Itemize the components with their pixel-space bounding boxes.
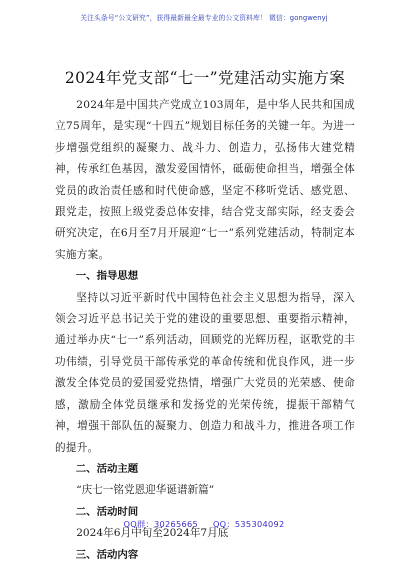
section-heading-guiding-thought: 一、指导思想	[75, 270, 139, 283]
section-heading-theme: 二、活动主题	[75, 462, 139, 475]
document-body	[55, 66, 355, 566]
document-title: 2024年党支部“七一”党建活动实施方案	[64, 69, 346, 87]
footer-contacts	[0, 519, 408, 530]
qq-text: QQ：535304092	[212, 519, 285, 529]
activity-theme-text: “庆七一铭党恩迎华诞谱新篇”	[76, 484, 215, 497]
section-heading-content: 三、活动内容	[75, 548, 139, 561]
intro-paragraph: 2024年是中国共产党成立103周年，是中华人民共和国成立75周年，是实现“十四五”规划目标任务的关键一年。为进一步增强党组织的凝聚力、战斗力、创造力，弘扬伟大建党精神，传承红色基因，激发爱国情怀，砥砺使命担当，增强全体党员的政治责任感和时代使命感，坚定不移听党话、感党恩、跟党走，按照上级党委总体安排，结合党支部实际，经支委会研究决定，在6月至7月开展迎“七一”系列党建活动，特制定本实施方案。	[55, 99, 355, 261]
section-heading-time: 二、活动时间	[75, 505, 139, 518]
guiding-thought-paragraph: 坚持以习近平新时代中国特色社会主义思想为指导，深入领会习近平总书记关于党的建设的重要思想、重要指示精神，通过举办庆“七一”系列活动，回顾党的光辉历程，讴歌党的丰功伟绩，引导党员干部传承党的革命传统和优良作风，进一步激发全体党员的爱国爱党热情，增强广大党员的光荣感、使命感，激励全体党员继承和发扬党的光荣传统，提振干部精气神，增强干部队伍的凝聚力、创造力和战斗力，推进各项工作的提升。	[55, 291, 355, 454]
qq-group-text: QQ群：30265665	[123, 519, 199, 529]
activity-time-text: 2024年6月中旬至2024年7月底	[76, 527, 229, 540]
banner-text: 关注头条号“公文研究”，获得最新最全最专业的公文资料库！ 微信：gongwenyj	[80, 14, 328, 22]
header-banner	[0, 0, 408, 26]
